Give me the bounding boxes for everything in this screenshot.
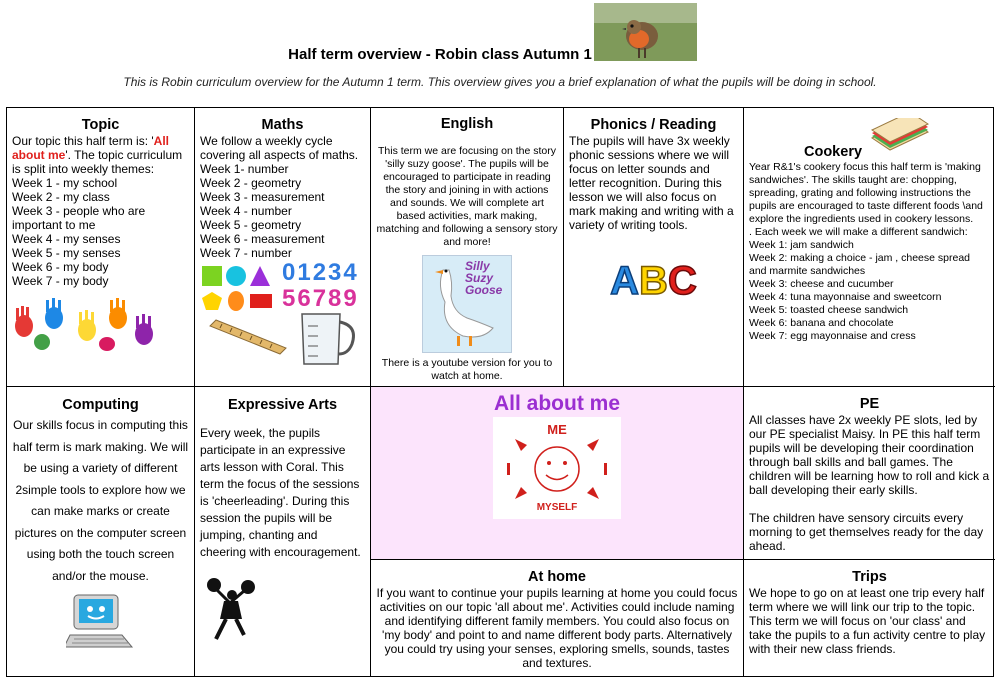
topic-week: Week 4 - my senses xyxy=(12,232,121,246)
computing-body: Our skills focus in computing this half term is mark making. We will be using a variety of different 2simple tools to explore how we can make marks or create pictures on the computer screen using both the touch screen and/or the mouse. xyxy=(12,418,189,583)
sandwich-image xyxy=(870,118,930,152)
maths-week: Week 4 - number xyxy=(200,204,292,218)
all-about-me-cell xyxy=(371,387,744,560)
trips-body: We hope to go on at least one trip every half term where we will link our trip to the topic. This term we will focus on 'our class' and take the pupils to a fun activity centre to play with their new class friends. xyxy=(749,586,986,656)
goose-book-image xyxy=(422,255,512,353)
maths-week: Week 3 - measurement xyxy=(200,190,325,204)
expressive-arts-heading: Expressive Arts xyxy=(227,397,338,413)
maths-cell xyxy=(195,108,371,387)
all-about-me-heading: All about me xyxy=(493,392,620,415)
pe-para-1: All classes have 2x weekly PE slots, led by our PE specialist Maisy. In PE this half term pupils will be developing their coordination through ball skills and ball games. The children will be learning how to roll and kick a ball developing their early skills. xyxy=(749,413,990,497)
cookery-week: Week 1: jam sandwich xyxy=(749,239,854,251)
topic-week: Week 3 - people who are important to me xyxy=(12,204,146,232)
computing-cell xyxy=(7,387,195,676)
letter-b: B xyxy=(639,259,668,303)
cookery-week: Week 5: toasted cheese sandwich xyxy=(749,304,909,316)
handprints-image xyxy=(12,296,189,351)
computer-image xyxy=(66,593,136,653)
english-heading: English xyxy=(440,116,494,132)
at-home-heading: At home xyxy=(528,569,586,585)
topic-highlight: All about me xyxy=(12,134,170,162)
book-title-line: Goose xyxy=(465,283,503,297)
book-title-line: Suzy xyxy=(465,271,494,285)
maths-week: Week 5 - geometry xyxy=(200,218,302,232)
book-title-line: Silly xyxy=(465,259,490,273)
english-cell xyxy=(371,108,564,387)
phonics-cell xyxy=(564,108,744,387)
abc-letters-image xyxy=(569,260,738,302)
cookery-each-week: . Each week we will make a different sandwich: xyxy=(749,226,968,238)
me-label: ME xyxy=(547,422,567,437)
robin-photo xyxy=(594,3,697,61)
topic-week: Week 1 - my school xyxy=(12,176,118,190)
pe-cell xyxy=(744,387,995,560)
maths-week: Week 2 - geometry xyxy=(200,176,302,190)
measuring-jug-image xyxy=(296,310,360,368)
expressive-arts-cell xyxy=(195,387,371,676)
shapes-image xyxy=(200,264,278,314)
topic-week: Week 7 - my body xyxy=(12,274,109,288)
english-body: This term we are focusing on the story 'silly suzy goose'. The pupils will be encouraged to participate in reading the story and joining in with actions and sounds. We will complete art based activities, mark making, matching and following a sensory story and more! xyxy=(376,145,558,248)
digits-row-2: 56789 xyxy=(282,285,359,312)
overview-grid xyxy=(6,107,994,677)
cookery-week: Week 2: making a choice - jam , cheese spread and marmite sandwiches xyxy=(749,252,970,277)
ruler-image xyxy=(208,318,288,358)
letter-a: A xyxy=(610,259,640,303)
smiley-face-image xyxy=(493,417,621,519)
trips-heading: Trips xyxy=(852,569,887,585)
cookery-heading: Cookery xyxy=(804,144,863,160)
cookery-week: Week 7: egg mayonnaise and cress xyxy=(749,330,916,342)
page-subtitle: This is Robin curriculum overview for the Autumn 1 term. This overview gives you a brief explanation of what the pupils will be doing in school. xyxy=(123,75,877,89)
phonics-body: The pupils will have 3x weekly phonic sessions where we will focus on letter sounds and letter recognition. During this lesson we will also focus on mark making and writing with a variety of writing tools. xyxy=(569,134,734,232)
pe-heading: PE xyxy=(859,396,880,412)
cheerleader-image xyxy=(206,577,365,643)
maths-intro: We follow a weekly cycle covering all aspects of maths. xyxy=(200,134,359,162)
maths-heading: Maths xyxy=(261,117,304,133)
digits-row-1: 01234 xyxy=(282,259,359,286)
letter-c: C xyxy=(667,259,697,303)
cookery-cell xyxy=(744,108,995,387)
topic-intro: Our topic this half term is: 'All about me'. The topic curriculum is split into weekly themes: xyxy=(12,134,183,176)
cookery-week: Week 4: tuna mayonnaise and sweetcorn xyxy=(749,291,942,303)
cookery-week: Week 3: cheese and cucumber xyxy=(749,278,894,290)
topic-week: Week 2 - my class xyxy=(12,190,110,204)
english-footer: There is a youtube version for you to watch at home. xyxy=(381,357,553,382)
cookery-intro: Year R&1's cookery focus this half term is 'making sandwiches'. The skills taught are: chopping, spreading, grating and following instructions the pupils are encouraged to taste different foods \and explore the ingredients used in cookery lessons. xyxy=(749,161,983,225)
myself-label: MYSELF xyxy=(536,502,578,513)
cookery-week: Week 6: banana and chocolate xyxy=(749,317,894,329)
topic-heading: Topic xyxy=(81,117,120,133)
maths-week: Week 6 - measurement xyxy=(200,232,325,246)
page-title: Half term overview - Robin class Autumn 1 xyxy=(288,46,592,63)
trips-cell xyxy=(744,560,995,676)
at-home-cell xyxy=(371,560,744,676)
at-home-body: If you want to continue your pupils learning at home you could focus activities on our topic 'all about me'. Activities could include naming and identifying different family members. You could also focus on 'my body' and point to and name different body parts. Alternatively you could try using your senses, exploring smells, sounds, tastes and textures. xyxy=(376,586,738,670)
maths-week: Week 7 - number xyxy=(200,246,292,260)
topic-week: Week 5 - my senses xyxy=(12,246,121,260)
computing-heading: Computing xyxy=(62,397,139,413)
topic-week: Week 6 - my body xyxy=(12,260,109,274)
pe-para-2: The children have sensory circuits every morning to get themselves ready for the day ahead. xyxy=(749,511,984,553)
phonics-heading: Phonics / Reading xyxy=(590,117,717,133)
topic-cell xyxy=(7,108,195,387)
expressive-arts-body: Every week, the pupils participate in an expressive arts lesson with Coral. This term the focus of the sessions is 'cheerleading'. During this session the pupils will be jumping, chanting and cheering with encouragement. xyxy=(200,426,361,559)
maths-week: Week 1- number xyxy=(200,162,289,176)
